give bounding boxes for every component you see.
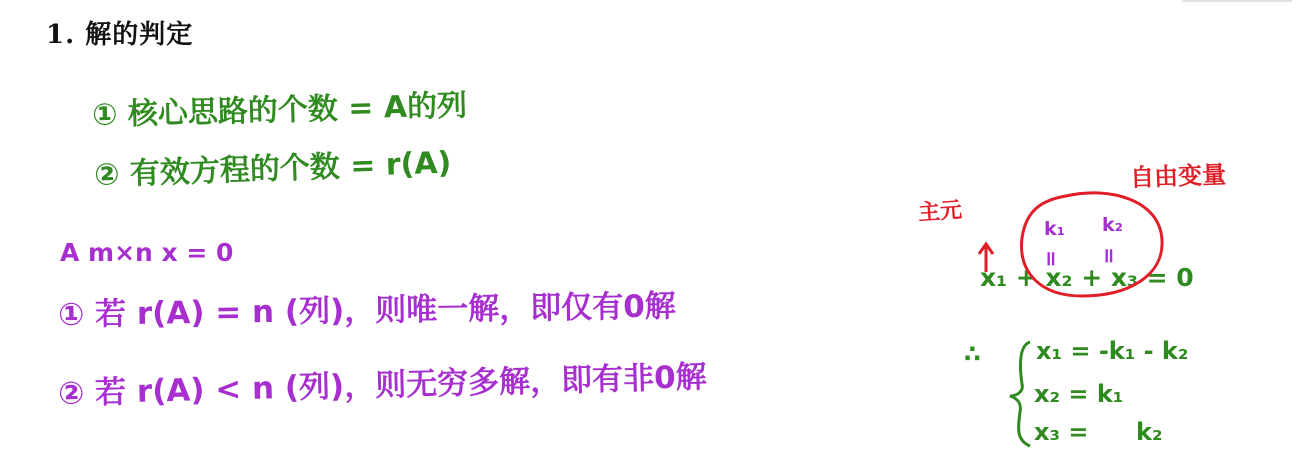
solution-x1: x₁ = -k₁ - k₂	[1036, 337, 1189, 365]
top-scroll-indicator	[1182, 0, 1292, 2]
param-k2: k₂	[1102, 214, 1123, 236]
section-title: 1. 解的判定	[46, 20, 194, 50]
solution-x3: x₃ =	[1034, 418, 1089, 446]
case-infinite-solutions: ② 若 r(A) < n (列)，则无穷多解，即有非0解	[57, 359, 708, 412]
example-equation: x₁ + x₂ + x₃ = 0	[980, 263, 1194, 292]
therefore-symbol: ∴	[964, 340, 981, 368]
main-variable-label: 主元	[917, 197, 963, 226]
param-k1: k₁	[1044, 218, 1065, 240]
solution-brace	[1010, 342, 1030, 446]
main-variable-arrow-head	[979, 244, 993, 254]
solution-x3-value: k₂	[1136, 418, 1163, 446]
free-variables-label: 自由变量	[1129, 160, 1227, 192]
equals-mark-k1: ॥	[1044, 246, 1056, 270]
case-unique-solution: ① 若 r(A) = n (列)，则唯一解，即仅有0解	[57, 288, 677, 333]
equals-mark-k2: ॥	[1102, 243, 1114, 267]
green-note-columns: ① 核心思路的个数 = A的列	[91, 88, 468, 133]
solution-x2: x₂ = k₁	[1034, 380, 1124, 408]
homogeneous-system: A m×n x = 0	[60, 238, 234, 267]
green-note-rank: ② 有效方程的个数 = r(A)	[93, 145, 452, 193]
